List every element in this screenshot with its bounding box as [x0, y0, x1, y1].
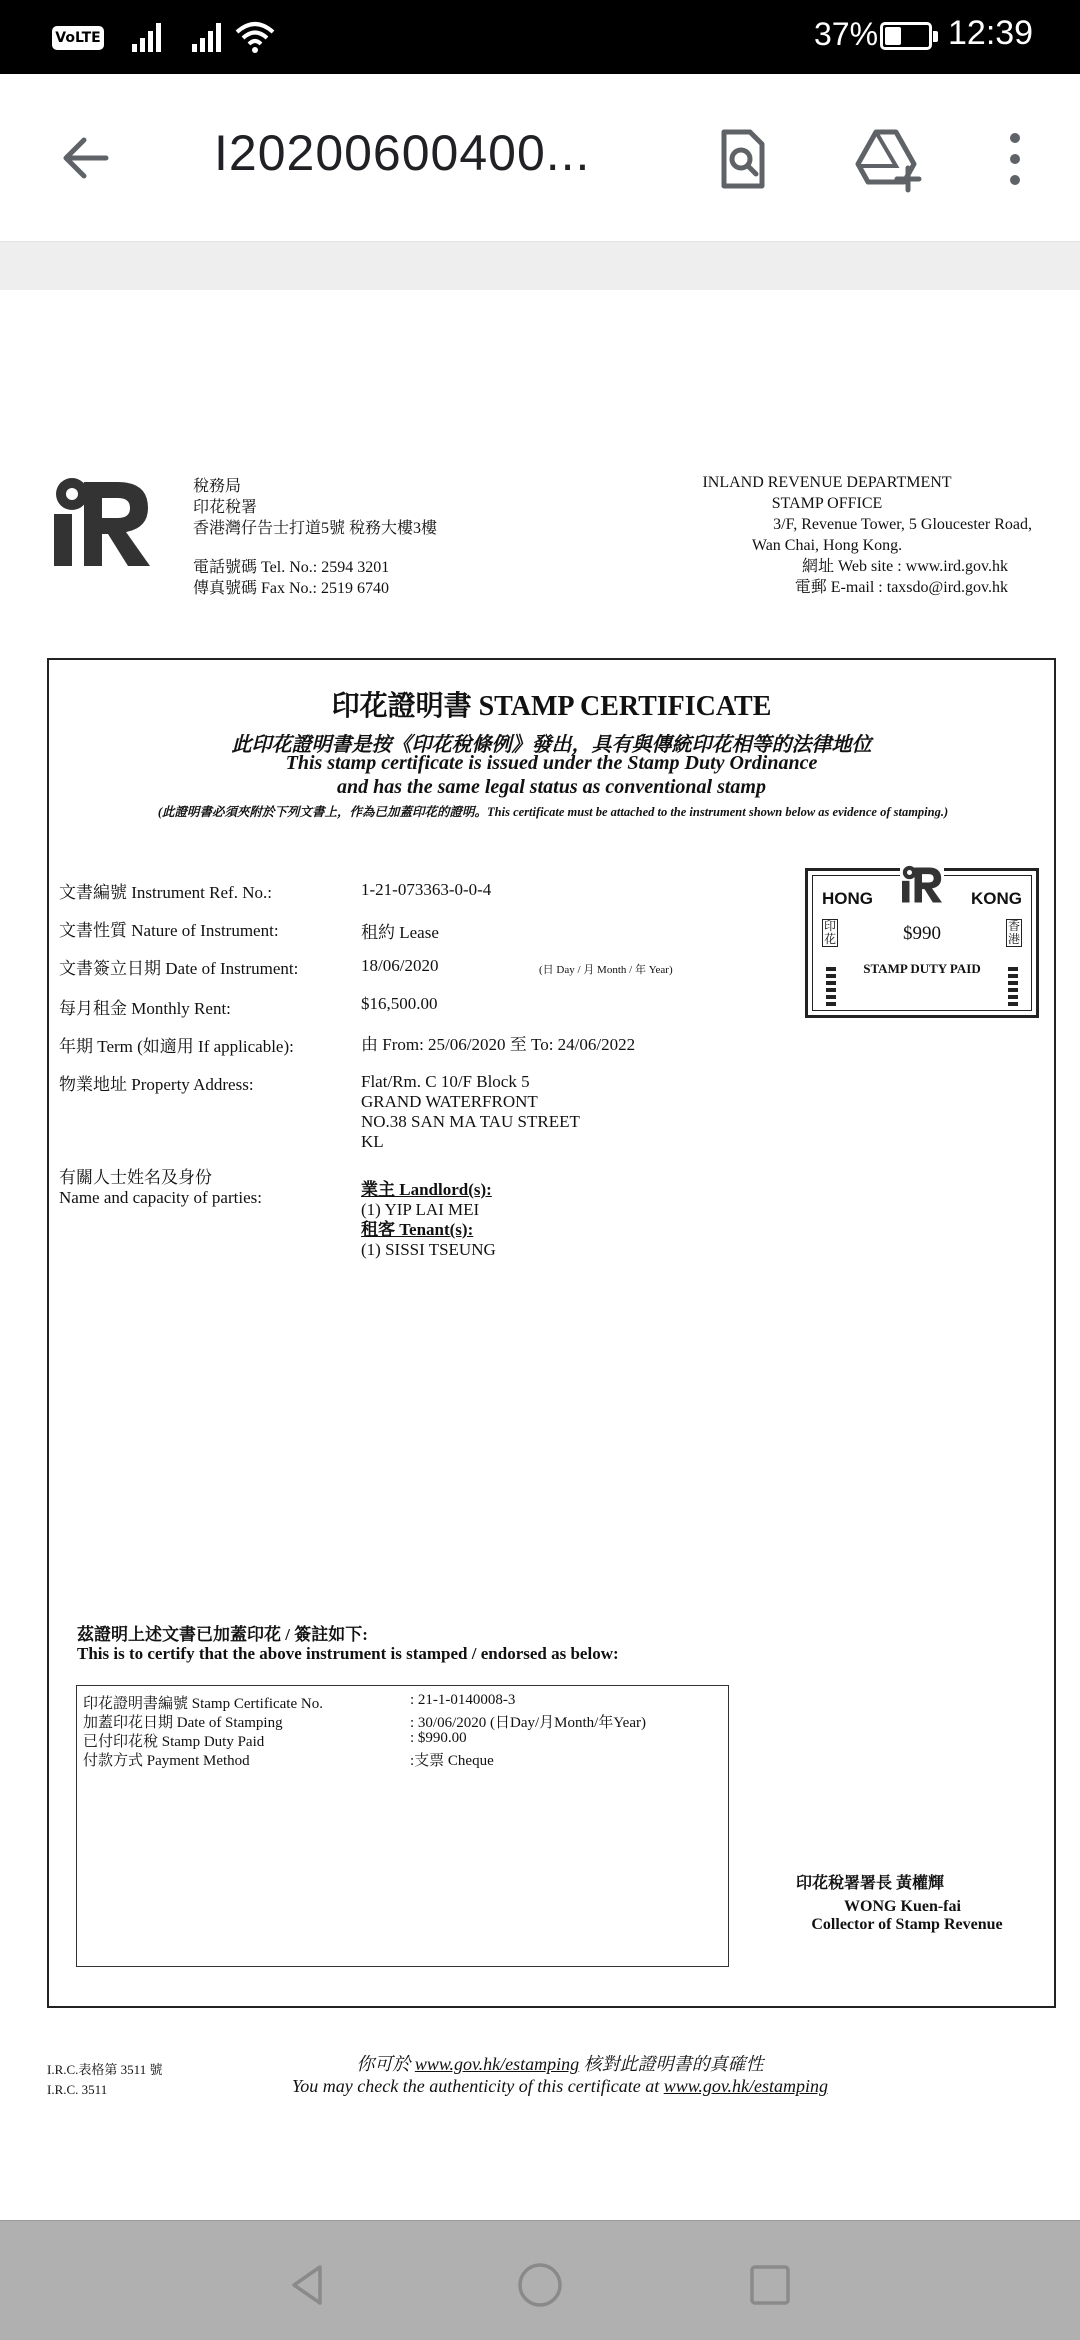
- viewer-top-strip: [0, 242, 1080, 290]
- stamp-chain-decoration: [826, 967, 836, 1007]
- signal-icon-sim2: [190, 20, 226, 54]
- field-value-nature: 租約 Lease: [361, 923, 439, 942]
- header-right-line: STAMP OFFICE: [771, 495, 883, 512]
- field-label-address: 物業地址 Property Address:: [59, 1075, 254, 1094]
- stamp-seal-right: 香港: [1007, 919, 1020, 946]
- detail-value-stamp-date: : 30/06/2020 (日Day/月Month/年Year): [410, 1715, 646, 1731]
- authenticity-zh-prefix: 你可於: [356, 2054, 415, 2074]
- nav-recents-icon[interactable]: [746, 2261, 794, 2309]
- more-vert-icon[interactable]: [1000, 124, 1030, 194]
- field-label-parties: [59, 1168, 262, 1208]
- field-value-date: 18/06/2020: [361, 956, 439, 975]
- detail-label-method: 付款方式 Payment Method: [83, 1753, 250, 1769]
- tenant-name: (1) SISSI TSEUNG: [361, 1240, 496, 1259]
- certificate-subtitle-en: and has the same legal status as conventional stamp: [337, 776, 766, 798]
- clock: 12:39: [948, 14, 1034, 52]
- nav-back-icon[interactable]: [284, 2261, 332, 2309]
- certificate-subtitle-en: This stamp certificate is issued under the Stamp Duty Ordinance: [285, 752, 818, 774]
- volte-badge: VoLTE: [52, 26, 104, 50]
- authenticity-en-prefix: You may check the authenticity of this certificate at: [291, 2076, 664, 2096]
- field-value-parties: [361, 1180, 496, 1260]
- nav-home-icon[interactable]: [516, 2261, 564, 2309]
- detail-label-cert-no: 印花證明書編號 Stamp Certificate No.: [83, 1696, 323, 1712]
- certificate-title: 印花證明書 STAMP CERTIFICATE: [331, 691, 772, 722]
- detail-value-method: :支票 Cheque: [410, 1753, 494, 1769]
- signature-name: WONG Kuen-fai: [844, 1898, 961, 1915]
- certify-text-zh: 茲證明上述文書已加蓋印花 / 簽註如下:: [77, 1625, 368, 1644]
- estamping-link[interactable]: www.gov.hk/estamping: [414, 2054, 580, 2074]
- address-line: Flat/Rm. C 10/F Block 5: [361, 1072, 530, 1091]
- detail-value-cert-no: : 21-1-0140008-3: [410, 1692, 516, 1708]
- field-date-note: (日 Day / 月 Month / 年 Year): [539, 964, 673, 976]
- detail-label-duty: 已付印花稅 Stamp Duty Paid: [83, 1734, 265, 1750]
- back-arrow-icon[interactable]: [54, 126, 118, 190]
- website: 網址 Web site : www.ird.gov.hk: [802, 558, 1008, 575]
- field-label-date: 文書簽立日期 Date of Instrument:: [59, 959, 299, 978]
- add-to-drive-icon[interactable]: [852, 124, 922, 194]
- app-bar: [0, 74, 1080, 242]
- header-right-line: INLAND REVENUE DEPARTMENT: [702, 474, 952, 491]
- header-right-line: 3/F, Revenue Tower, 5 Gloucester Road,: [773, 516, 1032, 533]
- certificate-box: [47, 658, 1056, 2008]
- form-number-zh: I.R.C.表格第 3511 號: [47, 2062, 163, 2077]
- find-in-page-icon[interactable]: [708, 124, 778, 194]
- field-value-term: 由 From: 25/06/2020 至 To: 24/06/2022: [361, 1035, 636, 1054]
- header-left-line: 香港灣仔告士打道5號 稅務大樓3樓: [193, 520, 438, 537]
- stamp-paid-label: STAMP DUTY PAID: [863, 961, 981, 976]
- status-bar: [0, 0, 1080, 74]
- field-label-rent: 每月租金 Monthly Rent:: [59, 999, 231, 1018]
- signature-title: Collector of Stamp Revenue: [811, 1916, 1003, 1933]
- stamp-chain-decoration: [1008, 967, 1018, 1007]
- certificate-note: (此證明書必須夾附於下列文書上，作為已加蓋印花的證明。This certificate must be attached to the instrument shown below as evidence of stamping.): [157, 805, 949, 819]
- landlord-name: (1) YIP LAI MEI: [361, 1200, 480, 1219]
- stamp-kong-text: KONG: [971, 889, 1022, 908]
- battery-icon: [880, 22, 932, 50]
- tel-number: 電話號碼 Tel. No.: 2594 3201: [193, 559, 390, 576]
- signal-icon-sim1: [130, 20, 166, 54]
- field-label-nature: 文書性質 Nature of Instrument:: [59, 921, 279, 940]
- fax-number: 傳真號碼 Fax No.: 2519 6740: [193, 580, 390, 597]
- parties-label-en: Name and capacity of parties:: [59, 1188, 262, 1207]
- authenticity-zh-suffix: 核對此證明書的真確性: [579, 2054, 764, 2074]
- field-label-ref: 文書編號 Instrument Ref. No.:: [59, 883, 272, 902]
- header-left-line: 稅務局: [193, 478, 242, 495]
- authenticity-note-en: [0, 2076, 1080, 2097]
- address-line: GRAND WATERFRONT: [361, 1092, 538, 1111]
- wifi-icon: [234, 20, 276, 54]
- document-title: I20200600400...: [214, 125, 591, 181]
- header-right-line: Wan Chai, Hong Kong.: [751, 537, 903, 554]
- address-line: NO.38 SAN MA TAU STREET: [361, 1112, 580, 1131]
- certificate-subtitle-zh: 此印花證明書是按《印花稅條例》發出，具有與傳統印花相等的法律地位: [231, 734, 872, 756]
- detail-value-duty: : $990.00: [410, 1730, 467, 1746]
- form-number-en: I.R.C. 3511: [47, 2082, 108, 2097]
- navigation-bar: [0, 2220, 1080, 2340]
- parties-label-zh: 有關人士姓名及身份: [59, 1168, 212, 1187]
- header-right-address: [632, 472, 1032, 598]
- signature-zh: 印花稅署署長 黃權輝: [796, 1875, 945, 1892]
- tenant-heading: 租客 Tenant(s):: [361, 1220, 474, 1239]
- document-page[interactable]: [0, 290, 1080, 2220]
- stamp-duty-paid-stamp: [805, 868, 1039, 1018]
- landlord-heading: 業主 Landlord(s):: [361, 1180, 492, 1199]
- header-left-address: [193, 476, 437, 599]
- detail-label-stamp-date: 加蓋印花日期 Date of Stamping: [83, 1715, 283, 1731]
- ird-logo: [50, 476, 154, 572]
- header-left-line: 印花稅署: [193, 499, 258, 516]
- battery-percent: 37%: [814, 16, 879, 52]
- field-label-term: 年期 Term (如適用 If applicable):: [59, 1037, 294, 1056]
- address-line: KL: [361, 1132, 384, 1151]
- stamp-ird-logo: [900, 865, 944, 905]
- battery-level-fill: [885, 27, 901, 45]
- certify-text-en: This is to certify that the above instrument is stamped / endorsed as below:: [77, 1644, 619, 1663]
- stamp-amount: $990: [903, 923, 941, 944]
- estamping-link[interactable]: www.gov.hk/estamping: [663, 2076, 829, 2096]
- email: 電郵 E-mail : taxsdo@ird.gov.hk: [794, 579, 1008, 596]
- stamping-details-box: [76, 1685, 729, 1967]
- stamp-seal-left: 印花: [823, 919, 836, 946]
- field-value-address: [361, 1072, 580, 1152]
- field-value-ref: 1-21-073363-0-0-4: [361, 880, 492, 899]
- field-value-rent: $16,500.00: [361, 994, 438, 1013]
- authenticity-note-zh: [0, 2050, 1080, 2076]
- stamp-hong-text: HONG: [822, 889, 873, 908]
